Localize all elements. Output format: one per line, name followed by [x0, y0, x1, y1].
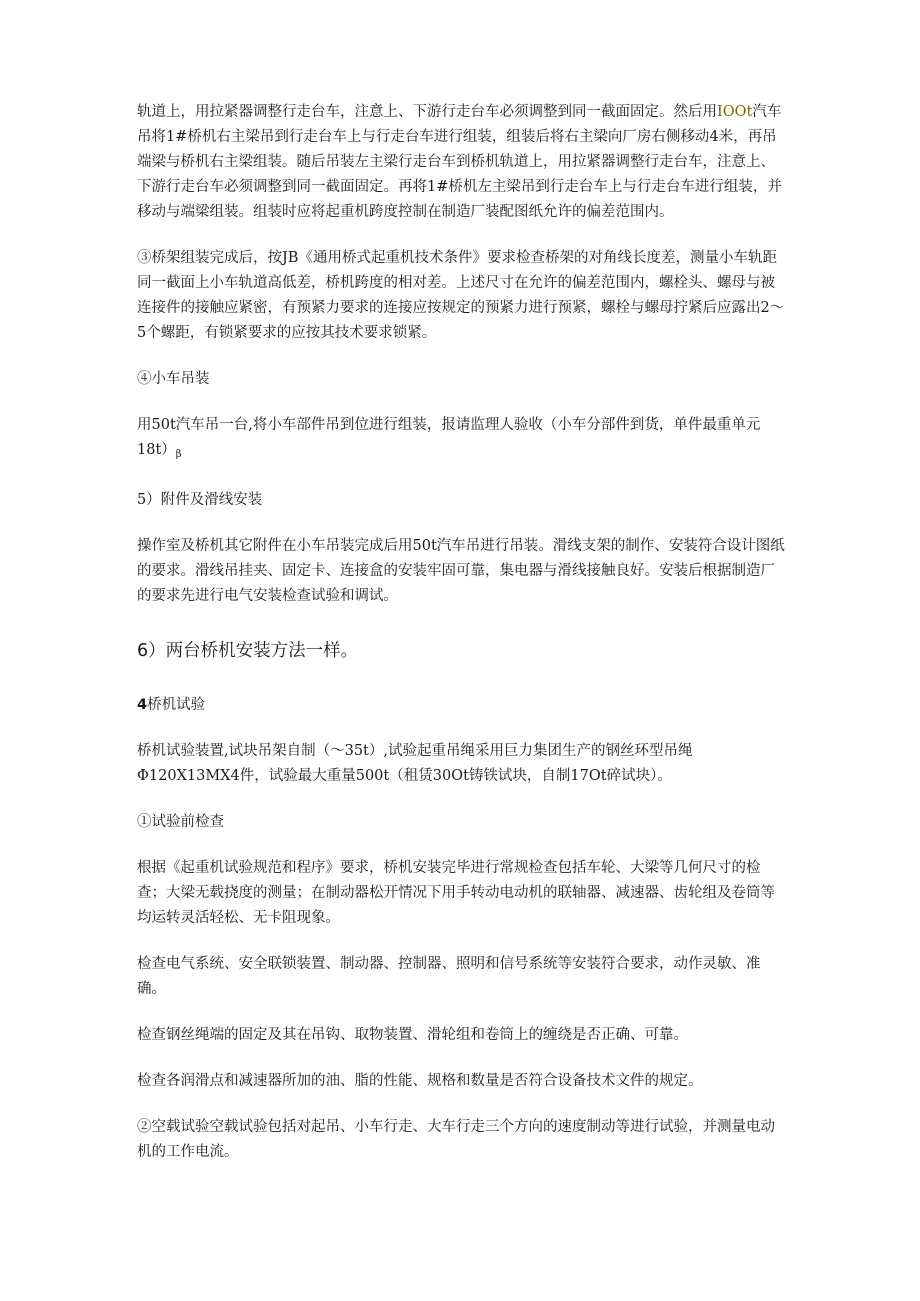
- paragraph-rest: 汽车吊将1#桥机右主梁吊到行走台车上与行走台车进行组装，组装后将右主梁向厂房右侧移动4米，再吊端梁与桥机右主梁组装。随后吊装左主梁行走台车到桥机轨道上，用拉紧器调整行走台车，注意上、下游行走台车必须调整到同一截面固定。再将1#桥机左主梁吊到行走台车上与行走台车进行组装，并移动与端梁组装。组装时应将起重机跨度控制在制造厂装配图纸允许的偏差范围内。: [137, 104, 782, 220]
- paragraph-bridge-assembly: [137, 100, 787, 225]
- paragraph-electrical-check: 检查电气系统、安全联锁装置、制动器、控制器、照明和信号系统等安装符合要求，动作灵敏、准确。: [137, 956, 761, 997]
- section-trolley-lifting: ④小车吊装: [137, 371, 210, 387]
- paragraph-line-1: 轨道上，用拉紧器调整行走台车，注意上、下游行走台车必须调整到同一截面固定。然后用: [137, 104, 717, 120]
- paragraph-routine-check: 根据《起重机试验规范和程序》要求，桥机安装完毕进行常规检查包括车轮、大梁等几何尺寸的检查；大梁无载挠度的测量；在制动器松开情况下用手转动电动机的联轴器、减速器、齿轮组及卷筒等均运转灵活轻松、无卡阻现象。: [137, 860, 775, 926]
- heading-number: 4: [137, 697, 148, 713]
- paragraph-inspection: ③桥架组装完成后，按JB《通用桥式起重机技术条件》要求检查桥架的对角线长度差，测量小车轨距同一截面上小车轨道高低差，桥机跨度的相对差。上述尺寸在允许的偏差范围内，螺栓头、螺母与被连接件的接触应紧密，有预紧力要求的连接应按规定的预紧力进行预紧，螺栓与螺母拧紧后应露出2～5个螺距，有锁紧要求的应按其技术要求锁紧。: [137, 250, 785, 341]
- paragraph-trolley-text: 用50t汽车吊一台,将小车部件吊到位进行组装，报请监理人验收（小车分部件到货，单件最重单元18t）: [137, 417, 761, 458]
- paragraph-accessories: 操作室及桥机其它附件在小车吊装完成后用50t汽车吊进行吊装。滑线支架的制作、安装符合设计图纸的要求。滑线吊挂夹、固定卡、连接盒的安装牢固可靠，集电器与滑线接触良好。安装后根据制造厂的要求先进行电气安装检查试验和调试。: [137, 538, 785, 604]
- paragraph-trolley: [137, 413, 787, 467]
- trolley-subscript: β: [175, 449, 182, 460]
- crane-capacity-highlight: IOOt: [717, 104, 753, 120]
- paragraph-lubrication-check: 检查各润滑点和减速器所加的油、脂的性能、规格和数量是否符合设备技术文件的规定。: [137, 1073, 703, 1089]
- heading-two-cranes: 6）两台桥机安装方法一样。: [137, 641, 359, 661]
- paragraph-no-load-test: ②空载试验空载试验包括对起吊、小车行走、大车行走三个方向的速度制动等进行试验，并测量电动机的工作电流。: [137, 1119, 775, 1160]
- heading-text: 桥机试验: [147, 697, 206, 713]
- paragraph-test-device: 桥机试验装置,试块吊架自制（～35t）,试验起重吊绳采用巨力集团生产的钢丝环型吊绳Φ120X13MX4件，试验最大重量500t（租赁30Ot铸铁试块，自制17Ot碎试块）。: [137, 743, 693, 784]
- paragraph-wire-rope-check: 检查钢丝绳端的固定及其在吊钩、取物装置、滑轮组和卷筒上的缠绕是否正确、可靠。: [137, 1027, 688, 1043]
- section-pre-test-check: ①试验前检查: [137, 814, 224, 830]
- document-page: [137, 100, 787, 1165]
- heading-crane-test: [137, 693, 787, 718]
- section-accessories: 5）附件及滑线安装: [137, 492, 263, 508]
